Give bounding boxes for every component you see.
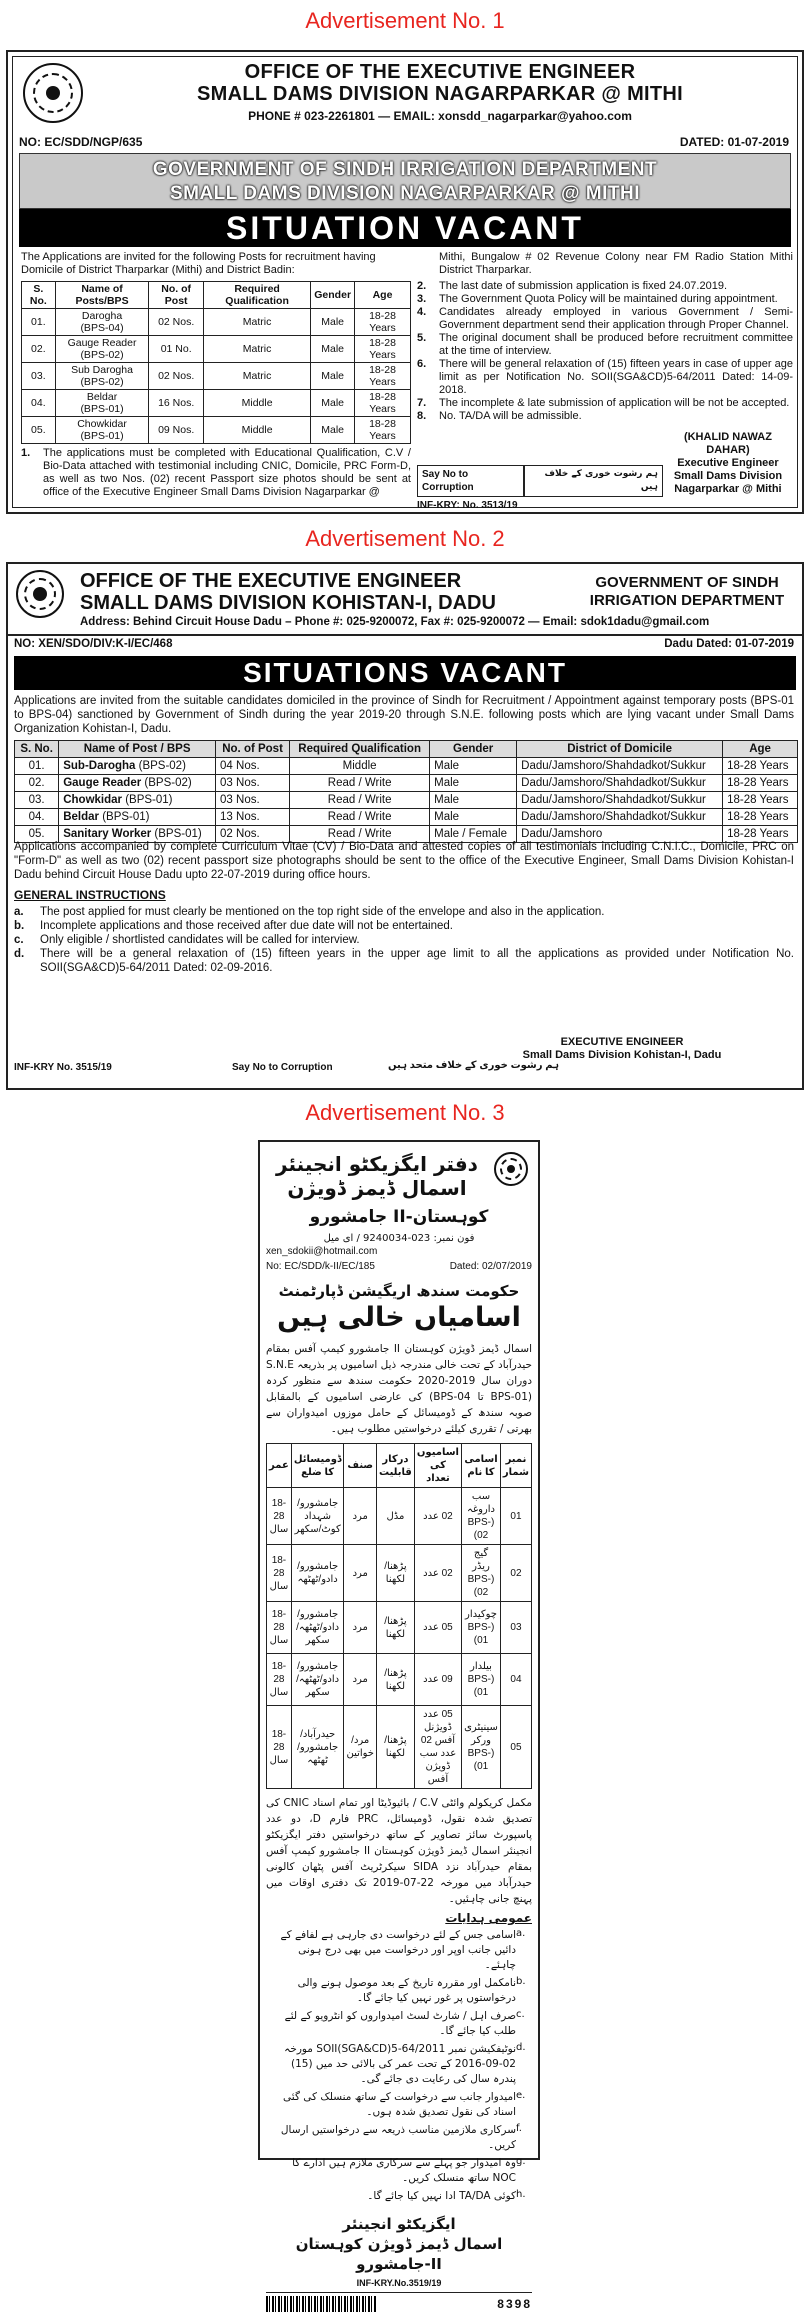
post-cell xyxy=(55,390,149,417)
post-name: Sub Darogha xyxy=(71,364,133,376)
signer-location: II-جامشورو xyxy=(356,2255,442,2273)
address-continuation: Mithi, Bungalow # 02 Revenue Colony near FM Radio Station Mithi District Tharparkar. xyxy=(439,251,793,276)
count-cell: 09 Nos. xyxy=(149,417,204,444)
table-row xyxy=(267,1488,532,1545)
list-item xyxy=(266,2123,532,2153)
instruction-list xyxy=(266,1928,532,2204)
note-number: 7. xyxy=(417,397,427,409)
table-header-cell: نمبر شمار xyxy=(500,1444,531,1488)
post-name: Sanitary Worker xyxy=(63,828,152,840)
date: Dated: 02/07/2019 xyxy=(449,1261,532,1272)
table-row xyxy=(22,390,411,417)
instruction-letter: a. xyxy=(516,1928,526,1939)
domicile-cell: جامشورو/دادو/ٹھٹھہ xyxy=(291,1545,344,1602)
qualification-cell: پڑھنا/لکھنا xyxy=(377,1602,415,1654)
post-name: Sub-Darogha xyxy=(63,760,136,772)
post-bps: (BPS-01) xyxy=(122,794,173,806)
table-header-cell: Gender xyxy=(311,282,355,309)
qualification-cell: Middle xyxy=(290,758,430,775)
list-item xyxy=(417,410,793,423)
age-cell: 18-28 سال xyxy=(267,1706,292,1789)
instruction-letter: d. xyxy=(14,948,25,960)
age-cell: 18-28 Years xyxy=(723,792,798,809)
count-cell: 05 عدد xyxy=(414,1602,461,1654)
table-row xyxy=(267,1654,532,1706)
post-cell xyxy=(55,417,149,444)
table-header-cell: ڈومیسائل کا ضلع xyxy=(291,1444,344,1488)
department-banner xyxy=(19,153,791,209)
instructions-section xyxy=(14,840,794,975)
age-cell: 18-28 Years xyxy=(723,775,798,792)
age-cell: 18-28 Years xyxy=(723,826,798,843)
qualification-cell: پڑھنا/لکھنا xyxy=(377,1706,415,1789)
table-header-cell: عمر xyxy=(267,1444,292,1488)
advertisement-2-heading: Advertisement No. 2 xyxy=(305,526,505,551)
count-cell: 09 عدد xyxy=(414,1654,461,1706)
instruction-letter: c. xyxy=(14,934,24,946)
domicile-cell: جامشورو/دادو/ٹھٹھہ/سکھر xyxy=(291,1602,344,1654)
list-item xyxy=(14,905,794,919)
table-row xyxy=(15,792,798,809)
department-line2: SMALL DAMS DIVISION NAGARPARKAR @ MITHI xyxy=(169,183,641,204)
serial-cell: 04. xyxy=(15,809,59,826)
table-row xyxy=(15,775,798,792)
situations-vacant-banner: SITUATIONS VACANT xyxy=(14,656,796,690)
table-header-cell: Required Qualification xyxy=(290,741,430,758)
gender-cell: Male xyxy=(311,336,355,363)
gender-cell: Male xyxy=(311,417,355,444)
qualification-cell: مڈل xyxy=(377,1488,415,1545)
urdu-anti-corruption-text: ہم رشوت خوری کے خلاف متحد ہیں xyxy=(388,1060,559,1071)
table-header-cell: Gender xyxy=(430,741,517,758)
list-item xyxy=(417,332,793,358)
post-bps: (BPS-01) xyxy=(151,828,202,840)
note-text: There will be general relaxation of (15) fifteen years in case of upper age limit as per Notification No. SOII(SGA&CD)5-64/2011 Dated: 14-09-2018. xyxy=(439,358,793,396)
table-header-cell: Required Qualification xyxy=(203,282,310,309)
gender-cell: مرد xyxy=(344,1654,377,1706)
inf-number: INF-KRY.No.3519/19 xyxy=(356,2278,442,2288)
advertisement-3-heading: Advertisement No. 3 xyxy=(305,1100,505,1125)
gender-cell: مرد xyxy=(344,1545,377,1602)
age-cell: 18-28 Years xyxy=(355,390,411,417)
instruction-letter: f. xyxy=(516,2123,522,2134)
note-number: 8. xyxy=(417,410,427,422)
serial-cell: 02. xyxy=(22,336,56,363)
table-header-cell: S. No. xyxy=(15,741,59,758)
post-name: Gauge Reader xyxy=(63,777,142,789)
signer-office: اسمال ڈیمز ڈویژن کوہستان xyxy=(295,2235,503,2253)
note-text: No. TA/DA will be admissible. xyxy=(439,410,582,422)
gender-cell: Male xyxy=(311,390,355,417)
count-cell: 04 Nos. xyxy=(216,758,290,775)
table-header-cell: صنف xyxy=(344,1444,377,1488)
office-title xyxy=(80,570,496,614)
domicile-cell: حیدرآباد/جامشورو/ٹھٹھہ xyxy=(291,1706,344,1789)
signature-block xyxy=(266,2214,532,2274)
post-bps: (BPS-02) xyxy=(141,777,192,789)
gender-cell: Male xyxy=(430,758,517,775)
domicile-cell: جامشورو/شہداد کوٹ/سکھر xyxy=(291,1488,344,1545)
post-cell: چوکیدار (BPS-01) xyxy=(462,1602,501,1654)
note-number: 4. xyxy=(417,306,427,318)
post-cell: سینیٹری ورکر (BPS-01) xyxy=(462,1706,501,1789)
note-text: Candidates already employed in various Government / Semi-Government department send their application through Proper Channel. xyxy=(439,306,793,331)
qualification-cell: Matric xyxy=(203,336,310,363)
serial-cell: 05. xyxy=(15,826,59,843)
gender-cell: Male xyxy=(430,775,517,792)
table-header-cell: No. of Post xyxy=(149,282,204,309)
office-title-line2: SMALL DAMS DIVISION NAGARPARKAR @ MITHI xyxy=(196,83,684,105)
count-cell: 16 Nos. xyxy=(149,390,204,417)
note-number: 2. xyxy=(417,280,427,292)
qualification-cell: Read / Write xyxy=(290,826,430,843)
office-address: Address: Behind Circuit House Dadu – Phone #: 025-9200072, Fax #: 025-9200072 — Email: sdok1dadu@gmail.com xyxy=(80,616,710,628)
urdu-anti-corruption-box: ہم رشوت خوری کے خلاف ہیں xyxy=(524,465,663,497)
advertisement-1-heading: Advertisement No. 1 xyxy=(305,8,505,33)
signer-title: Executive Engineer xyxy=(677,457,779,469)
post-name: Beldar xyxy=(86,391,118,403)
instruction-text: Only eligible / shortlisted candidates will be called for interview. xyxy=(40,934,360,946)
table-row xyxy=(267,1706,532,1789)
signature-block xyxy=(482,1036,762,1062)
serial-cell: 03. xyxy=(15,792,59,809)
post-bps: (BPS-01) xyxy=(80,430,124,442)
table-row xyxy=(15,809,798,826)
table-header-cell: No. of Post xyxy=(216,741,290,758)
table-header-cell: Age xyxy=(723,741,798,758)
instruction-text: وہ امیدوار جو پہلے سے سرکاری ملازم ہیں ادارے کا NOC ساتھ منسلک کریں۔ xyxy=(292,2157,516,2184)
post-bps: (BPS-01) xyxy=(80,403,124,415)
instruction-letter: b. xyxy=(516,1976,526,1987)
serial-cell: 03. xyxy=(22,363,56,390)
qualification-cell: پڑھنا/لکھنا xyxy=(377,1545,415,1602)
table-header-cell: S. No. xyxy=(22,282,56,309)
qualification-cell: Matric xyxy=(203,363,310,390)
gender-cell: مرد/خواتین xyxy=(344,1706,377,1789)
table-header-cell: Age xyxy=(355,282,411,309)
serial-cell: 02 xyxy=(500,1545,531,1602)
instruction-text: صرف اہل / شارٹ لسٹ امیدواروں کو انٹرویو کے لئے طلب کیا جائے گا۔ xyxy=(284,2010,516,2037)
note-number: 6. xyxy=(417,358,427,370)
list-item xyxy=(417,306,793,332)
barcode-icon xyxy=(266,2296,376,2312)
age-cell: 18-28 Years xyxy=(355,309,411,336)
serial-cell: 01 xyxy=(500,1488,531,1545)
inf-number: INF-KRY: No. 3513/19 xyxy=(417,500,518,511)
situation-vacant-banner: SITUATION VACANT xyxy=(19,209,791,247)
post-bps: (BPS-02) xyxy=(80,349,124,361)
office-email: xen_sdokii@hotmail.com xyxy=(266,1246,378,1257)
list-item xyxy=(266,2009,532,2039)
serial-cell: 02. xyxy=(15,775,59,792)
instruction-text: Incomplete applications and those received after due date will not be entertained. xyxy=(40,920,453,932)
post-name: Chowkidar xyxy=(63,794,123,806)
age-cell: 18-28 سال xyxy=(267,1602,292,1654)
table-header-cell: Name of Post / BPS xyxy=(59,741,216,758)
post-name: Gauge Reader xyxy=(67,337,137,349)
post-cell xyxy=(55,363,149,390)
signer-location: Nagarparkar @ Mithi xyxy=(674,483,782,495)
office-title-line1: OFFICE OF THE EXECUTIVE ENGINEER xyxy=(244,61,636,83)
list-item xyxy=(14,919,794,933)
table-header-cell: اسامی کا نام xyxy=(462,1444,501,1488)
note-number: 3. xyxy=(417,293,427,305)
age-cell: 18-28 سال xyxy=(267,1545,292,1602)
count-cell: 03 Nos. xyxy=(216,775,290,792)
post-bps: (BPS-01) xyxy=(99,811,150,823)
post-cell xyxy=(59,775,216,792)
post-cell xyxy=(55,336,149,363)
instruction-letter: c. xyxy=(516,2009,525,2020)
post-cell xyxy=(59,792,216,809)
anti-corruption-text: Say No to Corruption xyxy=(232,1062,333,1073)
advertisement-1 xyxy=(6,50,804,514)
post-cell: گیج ریڈر (BPS-02) xyxy=(462,1545,501,1602)
department-title: حکومت سندھ اریگیشن ڈپارٹمنٹ xyxy=(278,1282,520,1300)
post-cell xyxy=(59,758,216,775)
count-cell: 02 Nos. xyxy=(149,363,204,390)
table-row xyxy=(22,309,411,336)
instruction-text: نوٹیفکیشن نمبر SOII(SGA&CD)5-64/2011 مورخہ 02-09-2016 کے تحت عمر کی بالائی حد میں (15) پندرہ سال کی رعایت دی جائے گی۔ xyxy=(284,2043,516,2085)
list-item xyxy=(417,397,793,410)
note-text: The original document shall be produced before recruitment committee at the time of interview. xyxy=(439,332,793,357)
list-item xyxy=(417,280,793,293)
qualification-cell: Read / Write xyxy=(290,775,430,792)
post-cell xyxy=(59,809,216,826)
instruction-text: سرکاری ملازمین مناسب ذریعہ سے درخواستیں ارسال کریں۔ xyxy=(280,2124,516,2151)
domicile-cell: Dadu/Jamshoro/Shahdadkot/Sukkur xyxy=(517,792,723,809)
post-name: Beldar xyxy=(63,811,100,823)
serial-cell: 05. xyxy=(22,417,56,444)
list-item xyxy=(21,447,411,499)
gender-cell: Male xyxy=(430,809,517,826)
domicile-cell: Dadu/Jamshoro xyxy=(517,826,723,843)
gender-cell: Male xyxy=(311,309,355,336)
list-item xyxy=(14,933,794,947)
intro-text: Applications are invited from the suitable candidates domiciled in the province of Sindh for Recruitment / Appointment against temporary posts (BPS-01 to BPS-04) sanctioned by Government of Sindh during the year 2019-20 through S.N.E. following posts which are lying vacant under Small Dams Organization Kohistan-I, Dadu. xyxy=(14,695,794,735)
posts-table xyxy=(266,1443,532,1789)
reference-number: No: EC/SDD/k-II/EC/185 xyxy=(266,1261,375,1272)
office-title xyxy=(93,61,787,105)
signer-title: EXECUTIVE ENGINEER xyxy=(560,1036,684,1048)
list-item xyxy=(266,1976,532,2006)
office-contact: PHONE # 023-2261801 — EMAIL: xonsdd_nagarparkar@yahoo.com xyxy=(248,109,632,123)
instruction-text: اسامی جس کے لئے درخواست دی جارہی ہے لفافے کے دائیں جانب اوپر اور درخواست میں بھی درج ہونی چاہئے۔ xyxy=(280,1929,516,1971)
domicile-cell: Dadu/Jamshoro/Shahdadkot/Sukkur xyxy=(517,775,723,792)
count-cell: 02 عدد xyxy=(414,1488,461,1545)
table-row xyxy=(267,1602,532,1654)
qualification-cell: Read / Write xyxy=(290,792,430,809)
reference-number: NO: XEN/SDO/DIV:K-I/EC/468 xyxy=(14,638,173,650)
application-text: مکمل کریکولم وائٹی C.V / بائیوڈیٹا اور تمام اسناد CNIC کی تصدیق شدہ نقول، ڈومیسائل، PRC فارم D، دو عدد پاسپورٹ سائز تصاویر کے ساتھ درخواستیں دفتر ایگزیکٹو انجینئر اسمال ڈیمز ڈویژن کوہستان II جامشورو کیمپ آفس بمقام حیدرآباد نزد SIDA سیکرٹریٹ آفس پٹھان کالونی حیدرآباد میں مورخہ 22-07-2019 تک دفتری اوقات میں پہنچ جانی چاہئیں۔ xyxy=(266,1797,533,1905)
signature-block xyxy=(663,431,793,512)
instruction-list xyxy=(14,905,794,975)
serial-cell: 05 xyxy=(500,1706,531,1789)
count-cell: 02 Nos. xyxy=(149,309,204,336)
list-item xyxy=(266,2189,532,2204)
footer-number: 8398 xyxy=(497,2297,532,2311)
qualification-cell: Read / Write xyxy=(290,809,430,826)
department-line1: GOVERNMENT OF SINDH xyxy=(595,574,779,591)
instruction-text: امیدوار جانب سے درخواست کے ساتھ منسلک کی گئی اسناد کی نقول تصدیق شدہ ہوں۔ xyxy=(283,2091,516,2118)
list-item xyxy=(266,2042,532,2087)
gender-cell: مرد xyxy=(344,1602,377,1654)
list-item xyxy=(266,1928,532,1973)
department-line2: IRRIGATION DEPARTMENT xyxy=(589,592,785,609)
instruction-letter: d. xyxy=(516,2042,526,2053)
application-text: Applications accompanied by complete Curriculum Vitae (CV) / Bio-Data and attested copies of all testimonials including C.N.I.C., Domicile, PRC on "Form-D" as well as two (02) recent passport size photographs should be sent to the office of the Executive Engineer, Small Dams Division Kohistan-I Dadu behind Circuit House Dadu upto 22-07-2019 during office hours. xyxy=(14,841,794,881)
post-cell: بیلدار (BPS-01) xyxy=(462,1654,501,1706)
serial-cell: 04. xyxy=(22,390,56,417)
count-cell: 05 عدد ڈویژنل آفس 02 عدد سب ڈویژن آفس xyxy=(414,1706,461,1789)
instruction-text: نامکمل اور مقررہ تاریخ کے بعد موصول ہونے والی درخواستوں پر غور نہیں کیا جائے گا۔ xyxy=(297,1977,516,2004)
age-cell: 18-28 Years xyxy=(723,809,798,826)
list-item xyxy=(266,2090,532,2120)
instruction-letter: h. xyxy=(516,2189,526,2200)
post-bps: (BPS-04) xyxy=(80,322,124,334)
post-bps: (BPS-02) xyxy=(80,376,124,388)
signer-office: Small Dams Division xyxy=(673,470,783,482)
list-item xyxy=(417,293,793,306)
post-cell xyxy=(55,309,149,336)
general-instructions-title: GENERAL INSTRUCTIONS xyxy=(14,888,166,902)
instruction-letter: e. xyxy=(516,2090,526,2101)
signer-name: (KHALID NAWAZ DAHAR) xyxy=(683,431,772,456)
note-text: The Government Quota Policy will be maintained during appointment. xyxy=(439,293,778,305)
right-column xyxy=(417,251,793,512)
gender-cell: Male / Female xyxy=(430,826,517,843)
count-cell: 02 عدد xyxy=(414,1545,461,1602)
table-row xyxy=(22,363,411,390)
table-header-cell: درکار قابلیت xyxy=(377,1444,415,1488)
domicile-cell: Dadu/Jamshoro/Shahdadkot/Sukkur xyxy=(517,809,723,826)
table-header-cell: District of Domicile xyxy=(517,741,723,758)
vacancies-banner: اسامیاں خالی ہیں xyxy=(277,1302,521,1333)
age-cell: 18-28 سال xyxy=(267,1488,292,1545)
domicile-cell: Dadu/Jamshoro/Shahdadkot/Sukkur xyxy=(517,758,723,775)
divider xyxy=(8,634,802,636)
table-header-cell: اسامیوں کی تعداد xyxy=(414,1444,461,1488)
table-row xyxy=(15,758,798,775)
general-instructions-title: عمومی ہدایات xyxy=(445,1911,532,1925)
intro-text: اسمال ڈیمز ڈویژن کوہستان II جامشورو کیمپ آفس بمقام حیدرآباد کے تحت خالی مندرجہ ذیل اسامیوں پر بذریعہ S.N.E دوران سال 2019-2020 حکومت سندھ سے منظور کردہ (BPS-01 تا BPS-04) کی عارضی اسامیوں کے بالمقابل صوبہ سندھ کے ڈومیسائل کے حامل موزوں امیدواران سے بھرتی / تقرری کیلئے درخواستیں مطلوب ہیں۔ xyxy=(266,1343,533,1435)
gender-cell: Male xyxy=(430,792,517,809)
age-cell: 18-28 Years xyxy=(355,417,411,444)
advertisement-3 xyxy=(258,1140,540,2311)
qualification-cell: Middle xyxy=(203,417,310,444)
instruction-text: There will be a general relaxation of (15) fifteen years in the upper age limit to all the applications as provided under Notification No. SOII(SGA&CD)5-64/2011 Dated: 02-09-2016. xyxy=(40,948,794,974)
list-item xyxy=(14,947,794,975)
department-line1: GOVERNMENT OF SINDH IRRIGATION DEPARTMENT xyxy=(152,159,658,180)
age-cell: 18-28 Years xyxy=(355,336,411,363)
age-cell: 18-28 سال xyxy=(267,1654,292,1706)
signer-office: Small Dams Division Kohistan-I, Dadu xyxy=(522,1049,722,1061)
instruction-text: The post applied for must clearly be mentioned on the top right side of the envelope and also in the application. xyxy=(40,906,605,918)
instruction-letter: g. xyxy=(516,2156,526,2167)
serial-cell: 04 xyxy=(500,1654,531,1706)
gender-cell: Male xyxy=(311,363,355,390)
instruction-text: کوئی TA/DA ادا نہیں کیا جائے گا۔ xyxy=(367,2190,516,2202)
count-cell: 02 Nos. xyxy=(216,826,290,843)
office-subtitle: کوہستان-II جامشورو xyxy=(309,1207,489,1227)
list-item xyxy=(266,2156,532,2186)
instruction-letter: a. xyxy=(14,906,24,918)
intro-text: The Applications are invited for the following Posts for recruitment having Domicile of District Tharparkar (Mithi) and District Badin: xyxy=(21,251,376,276)
note-text: The incomplete & late submission of application will be not be accepted. xyxy=(439,397,790,409)
sindh-government-seal-icon xyxy=(16,570,64,618)
sindh-government-seal-icon xyxy=(494,1152,528,1186)
age-cell: 18-28 Years xyxy=(723,758,798,775)
office-title-line2: SMALL DAMS DIVISION KOHISTAN-I, DADU xyxy=(80,592,496,614)
age-cell: 18-28 Years xyxy=(355,363,411,390)
serial-cell: 01. xyxy=(15,758,59,775)
domicile-cell: جامشورو/دادو/ٹھٹھہ/سکھر xyxy=(291,1654,344,1706)
list-item xyxy=(417,358,793,397)
qualification-cell: Matric xyxy=(203,309,310,336)
instruction-letter: b. xyxy=(14,920,25,932)
note-text: The applications must be completed with Educational Qualification, C.V / Bio-Data attached with testimonial including CNIC, Domicile, PRC Form-D, as well as two Nos. (02) recent Passport size photos should be sent at office of the Executive Engineer Small Dams Division Nagarparkar @ xyxy=(43,447,411,498)
office-title: دفتر ایگزیکٹو انجینئر اسمال ڈیمز ڈویژن xyxy=(276,1152,478,1200)
department-title xyxy=(582,574,792,610)
signer-title: ایگزیکٹو انجینئر xyxy=(342,2215,456,2233)
left-column xyxy=(21,251,411,499)
posts-table xyxy=(21,281,411,444)
date: Dadu Dated: 01-07-2019 xyxy=(664,638,794,650)
note-number: 1. xyxy=(21,447,31,459)
count-cell: 01 No. xyxy=(149,336,204,363)
table-row xyxy=(267,1545,532,1602)
advertisement-2 xyxy=(6,562,804,1090)
note-list xyxy=(417,280,793,423)
footer-strip xyxy=(266,2292,532,2312)
sindh-government-seal-icon xyxy=(23,63,83,123)
serial-cell: 01. xyxy=(22,309,56,336)
table-header-cell: Name of Posts/BPS xyxy=(55,282,149,309)
table-row xyxy=(22,417,411,444)
post-name: Chowkidar xyxy=(77,418,127,430)
office-phone: فون نمبر: 023-9240034 / ای میل xyxy=(323,1233,475,1244)
post-bps: (BPS-02) xyxy=(135,760,186,772)
posts-table xyxy=(14,740,798,843)
inf-number: INF-KRY No. 3515/19 xyxy=(14,1062,112,1073)
qualification-cell: Middle xyxy=(203,390,310,417)
note-number: 5. xyxy=(417,332,427,344)
gender-cell: مرد xyxy=(344,1488,377,1545)
qualification-cell: پڑھنا/لکھنا xyxy=(377,1654,415,1706)
note-text: The last date of submission application is fixed 24.07.2019. xyxy=(439,280,728,292)
count-cell: 03 Nos. xyxy=(216,792,290,809)
date: DATED: 01-07-2019 xyxy=(679,135,789,149)
anti-corruption-box: Say No to Corruption xyxy=(417,465,524,497)
reference-number: NO: EC/SDD/NGP/635 xyxy=(19,135,143,149)
note-list xyxy=(21,447,411,499)
post-name: Darogha xyxy=(81,310,123,322)
table-row xyxy=(22,336,411,363)
count-cell: 13 Nos. xyxy=(216,809,290,826)
office-title-line1: OFFICE OF THE EXECUTIVE ENGINEER xyxy=(80,570,462,592)
post-cell: سب داروغہ (BPS-02) xyxy=(462,1488,501,1545)
serial-cell: 03 xyxy=(500,1602,531,1654)
